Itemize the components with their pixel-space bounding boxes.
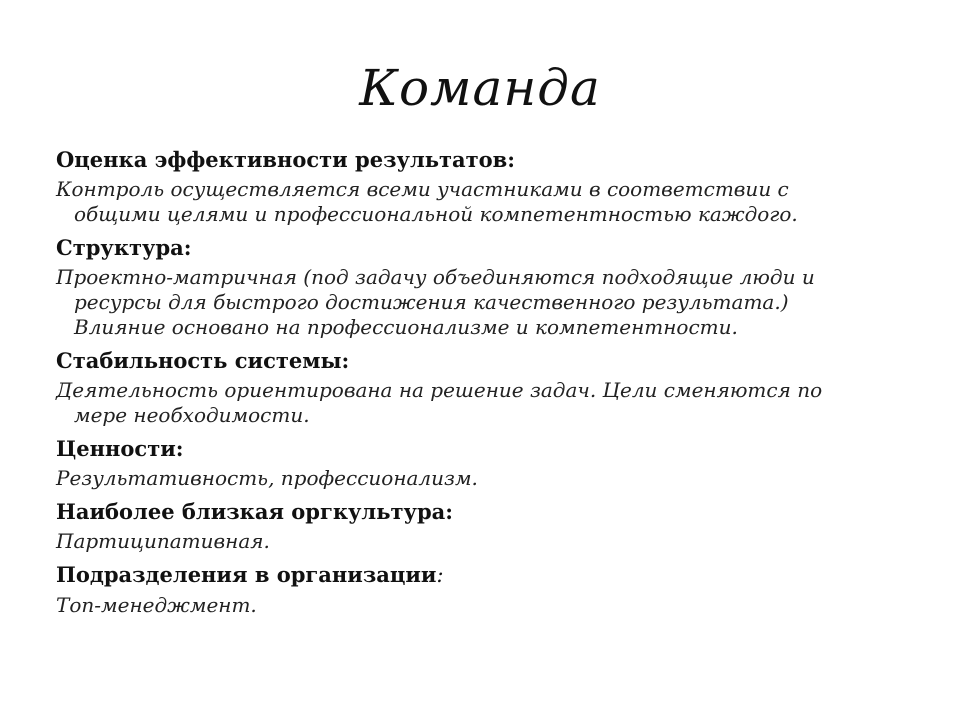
body-line: общими целями и профессиональной компетентностью каждого. [74, 202, 798, 226]
section-heading-structure: Структура: [56, 235, 192, 260]
section-body-culture [56, 529, 906, 554]
body-line: Влияние основано на профессионализме и компетентности. [74, 315, 738, 339]
body-line: Проектно-матричная (под задачу объединяются подходящие люди и [56, 265, 815, 289]
body-line: Контроль осуществляется всеми участниками в соответствии с [56, 177, 789, 201]
section-body-structure [56, 265, 906, 340]
body-line: Результативность, профессионализм. [56, 466, 478, 490]
section-heading-departments [56, 561, 906, 589]
body-line: Деятельность ориентирована на решение задач. Цели сменяются по [56, 378, 823, 402]
section-heading-culture: Наиболее близкая оргкультура: [56, 499, 453, 524]
section-heading-stability: Стабильность системы: [56, 348, 350, 373]
body-line: Топ-менеджмент. [56, 593, 257, 617]
body-line: ресурсы для быстрого достижения качественного результата.) [74, 290, 789, 314]
section-body-departments [56, 593, 906, 618]
section-body-stability [56, 378, 906, 428]
section-heading-evaluation: Оценка эффективности результатов: [56, 147, 515, 172]
slide-content [56, 146, 906, 625]
body-line: Партиципативная. [56, 529, 270, 553]
body-line: мере необходимости. [74, 403, 310, 427]
section-body-values [56, 466, 906, 491]
heading-colon: : [436, 563, 444, 587]
section-body-evaluation [56, 177, 906, 227]
slide-title: Команда [359, 59, 601, 117]
section-heading-values: Ценности: [56, 436, 184, 461]
section-heading-departments-text: Подразделения в организации [56, 562, 437, 587]
